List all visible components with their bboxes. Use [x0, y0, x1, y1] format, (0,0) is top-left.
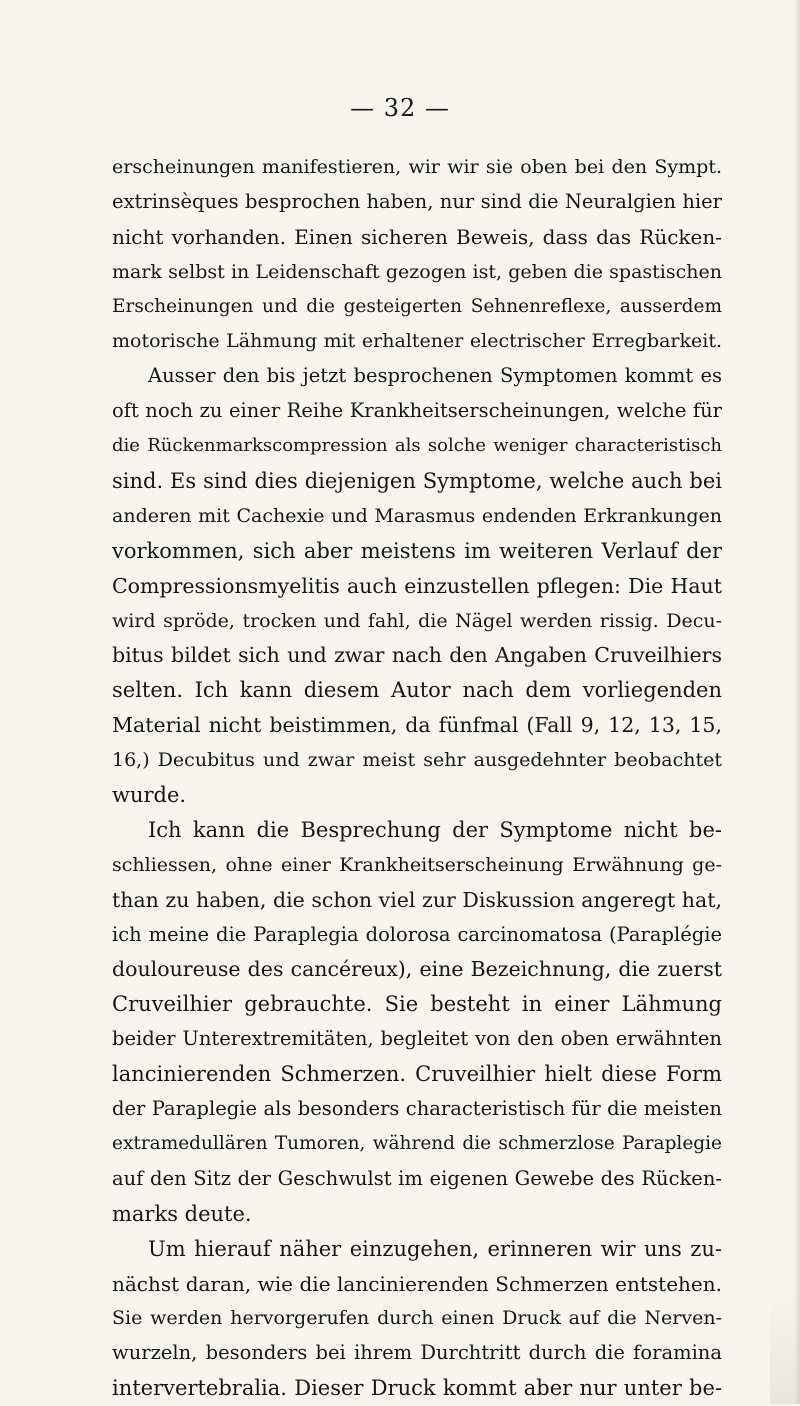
body-text	[112, 150, 722, 1406]
text-line: motorische Lähmung mit erhaltener electrischer Erregbarkeit.	[112, 330, 722, 353]
text-line: Material nicht beistimmen, da fünfmal (Fall 9, 12, 13, 15,	[112, 713, 722, 738]
text-line: auf den Sitz der Geschwulst im eigenen Gewebe des Rücken-	[112, 1166, 722, 1190]
text-line: vorkommen, sich aber meistens im weiteren Verlauf der	[112, 538, 722, 563]
text-line: selten. Ich kann diesem Autor nach dem vorliegenden	[112, 678, 722, 703]
text-line: schliessen, ohne einer Krankheitserscheinung Erwähnung ge-	[112, 853, 722, 876]
page-corner-shadow	[770, 1284, 800, 1404]
text-line: der Paraplegie als besonders characteristisch für die meisten	[112, 1097, 722, 1121]
text-line: Ausser den bis jetzt besprochenen Symptomen kommt es	[148, 364, 722, 388]
text-line: mark selbst in Leidenschaft gezogen ist, geben die spastischen	[112, 260, 722, 283]
text-line: Ich kann die Besprechung der Symptome nicht be-	[148, 817, 722, 842]
page-number: — 32 —	[350, 94, 450, 122]
text-line: beider Unterextremitäten, begleitet von den oben erwähnten	[112, 1027, 722, 1051]
text-line: lancinierenden Schmerzen. Cruveilhier hielt diese Form	[112, 1062, 722, 1087]
text-line: intervertebralia. Dieser Druck kommt aber nur unter be-	[112, 1376, 722, 1401]
text-line: wird spröde, trocken und fahl, die Nägel werden rissig. Decu-	[112, 609, 722, 632]
text-line: nicht vorhanden. Einen sicheren Beweis, dass das Rücken-	[112, 224, 722, 249]
text-line: extramedullären Tumoren, während die schmerzlose Paraplegie	[112, 1132, 722, 1154]
page-edge-shadow	[794, 0, 800, 1404]
paragraph-2	[112, 359, 722, 813]
text-line: douloureuse des cancéreux), eine Bezeichnung, die zuerst	[112, 957, 722, 982]
text-line: marks deute.	[112, 1201, 252, 1226]
text-line: erscheinungen manifestieren, wir wir sie oben bei den Sympt.	[112, 156, 722, 178]
text-line: bitus bildet sich und zwar nach den Angaben Cruveilhiers	[112, 643, 722, 668]
text-line: ich meine die Paraplegia dolorosa carcinomatosa (Paraplégie	[112, 922, 722, 946]
paragraph-4	[112, 1232, 722, 1406]
text-line: Um hierauf näher einzugehen, erinneren wir uns zu-	[148, 1236, 722, 1261]
paragraph-3	[112, 813, 722, 1232]
text-line: Sie werden hervorgerufen durch einen Druck auf die Nerven-	[112, 1307, 722, 1330]
text-line: Compressionsmyelitis auch einzustellen pflegen: Die Haut	[112, 573, 722, 598]
text-line: oft noch zu einer Reihe Krankheitserscheinungen, welche für	[112, 399, 722, 423]
text-line: wurde.	[112, 783, 187, 808]
text-line: die Rückenmarkscompression als solche weniger characteristisch	[112, 435, 722, 457]
text-line: extrinsèques besprochen haben, nur sind die Neuralgien hier	[112, 189, 722, 213]
text-line: than zu haben, die schon viel zur Diskussion angeregt hat,	[112, 887, 722, 912]
text-line: Cruveilhier gebrauchte. Sie besteht in einer Lähmung	[112, 992, 722, 1017]
text-line: sind. Es sind dies diejenigen Symptome, welche auch bei	[112, 469, 722, 494]
paragraph-1	[112, 150, 722, 359]
text-line: Erscheinungen und die gesteigerten Sehnenreflexe, ausserdem	[112, 295, 722, 317]
text-line: wurzeln, besonders bei ihrem Durchtritt durch die foramina	[112, 1341, 722, 1365]
text-line: 16,) Decubitus und zwar meist sehr ausgedehnter beobachtet	[112, 749, 722, 772]
text-line: anderen mit Cachexie und Marasmus endenden Erkrankungen	[112, 504, 722, 527]
text-line: nächst daran, wie die lancinierenden Schmerzen entstehen.	[112, 1271, 722, 1296]
